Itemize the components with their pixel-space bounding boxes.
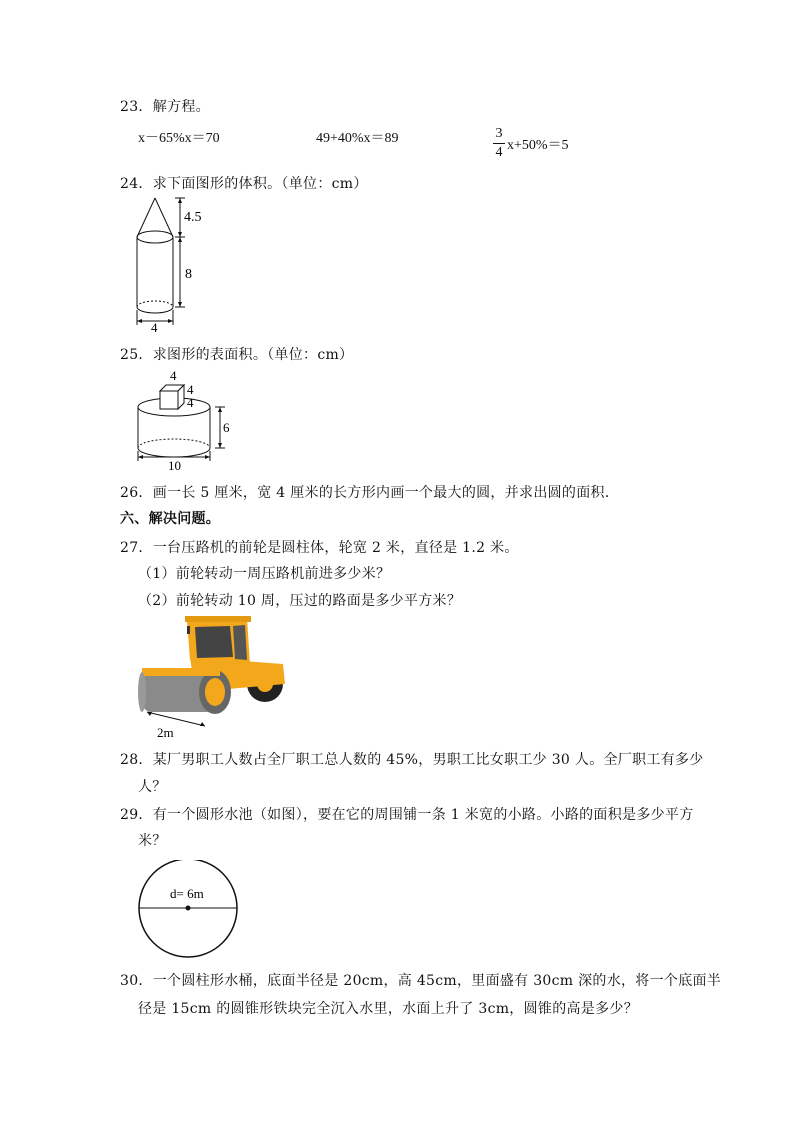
q23-equation-3: x+50%＝5 [507, 138, 569, 153]
section-heading: 六、解决问题。 [120, 511, 221, 527]
q27-subquestion-1: （1）前轮转动一周压路机前进多少米？ [138, 566, 391, 582]
fraction-numerator: 3 [495, 126, 503, 141]
diameter-label: 4 [151, 320, 158, 333]
pool-circle-figure [136, 860, 242, 960]
cube-side-label-1: 4 [187, 382, 194, 397]
diameter-label: d= 6m [170, 886, 204, 901]
cube-top-label: 4 [170, 368, 177, 383]
q28-text-line-1: 28．某厂男职工人数占全厂职工总人数的 45%，男职工比女职工少 30 人。全厂职工有多少 [120, 752, 704, 768]
q30-text-line-2: 径是 15cm 的圆锥形铁块完全沉入水里，水面上升了 3cm，圆锥的高是多少？ [138, 1001, 639, 1017]
q23-title: 23．解方程。 [120, 99, 210, 115]
cone-cylinder-figure [125, 193, 225, 333]
cube-on-cylinder-figure [130, 363, 245, 473]
q24-title: 24．求下面图形的体积。（单位：cm） [120, 176, 368, 192]
cube-side-label-2: 4 [187, 395, 194, 410]
q25-title: 25．求图形的表面积。（单位：cm） [120, 347, 354, 363]
roller-width-label: 2m [157, 725, 174, 740]
q30-text-line-1: 30．一个圆柱形水桶，底面半径是 20cm，高 45cm，里面盛有 30cm 深的水，将一个底面半 [120, 973, 722, 989]
cylinder-height-label: 6 [223, 420, 230, 435]
road-roller-illustration [135, 612, 300, 740]
q29-text-line-1: 29．有一个圆形水池（如图），要在它的周围铺一条 1 米宽的小路。小路的面积是多少平方 [120, 807, 694, 823]
q23-equation-1: x－65%x＝70 [138, 131, 220, 146]
fraction-bar [493, 143, 505, 144]
q27-text: 27．一台压路机的前轮是圆柱体，轮宽 2 米，直径是 1.2 米。 [120, 540, 519, 556]
cylinder-height-label: 8 [185, 267, 192, 282]
q23-fraction [493, 126, 505, 161]
q28-text-line-2: 人？ [138, 779, 167, 795]
fraction-denominator: 4 [495, 145, 503, 160]
cylinder-diameter-label: 10 [168, 458, 181, 473]
q27-subquestion-2: （2）前轮转动 10 周，压过的路面是多少平方米？ [138, 593, 462, 609]
q26-text: 26．画一长 5 厘米，宽 4 厘米的长方形内画一个最大的圆，并求出圆的面积． [120, 485, 620, 501]
cone-height-label: 4.5 [184, 210, 202, 225]
q23-equation-2: 49+40%x＝89 [316, 131, 399, 146]
q29-text-line-2: 米？ [138, 833, 167, 849]
